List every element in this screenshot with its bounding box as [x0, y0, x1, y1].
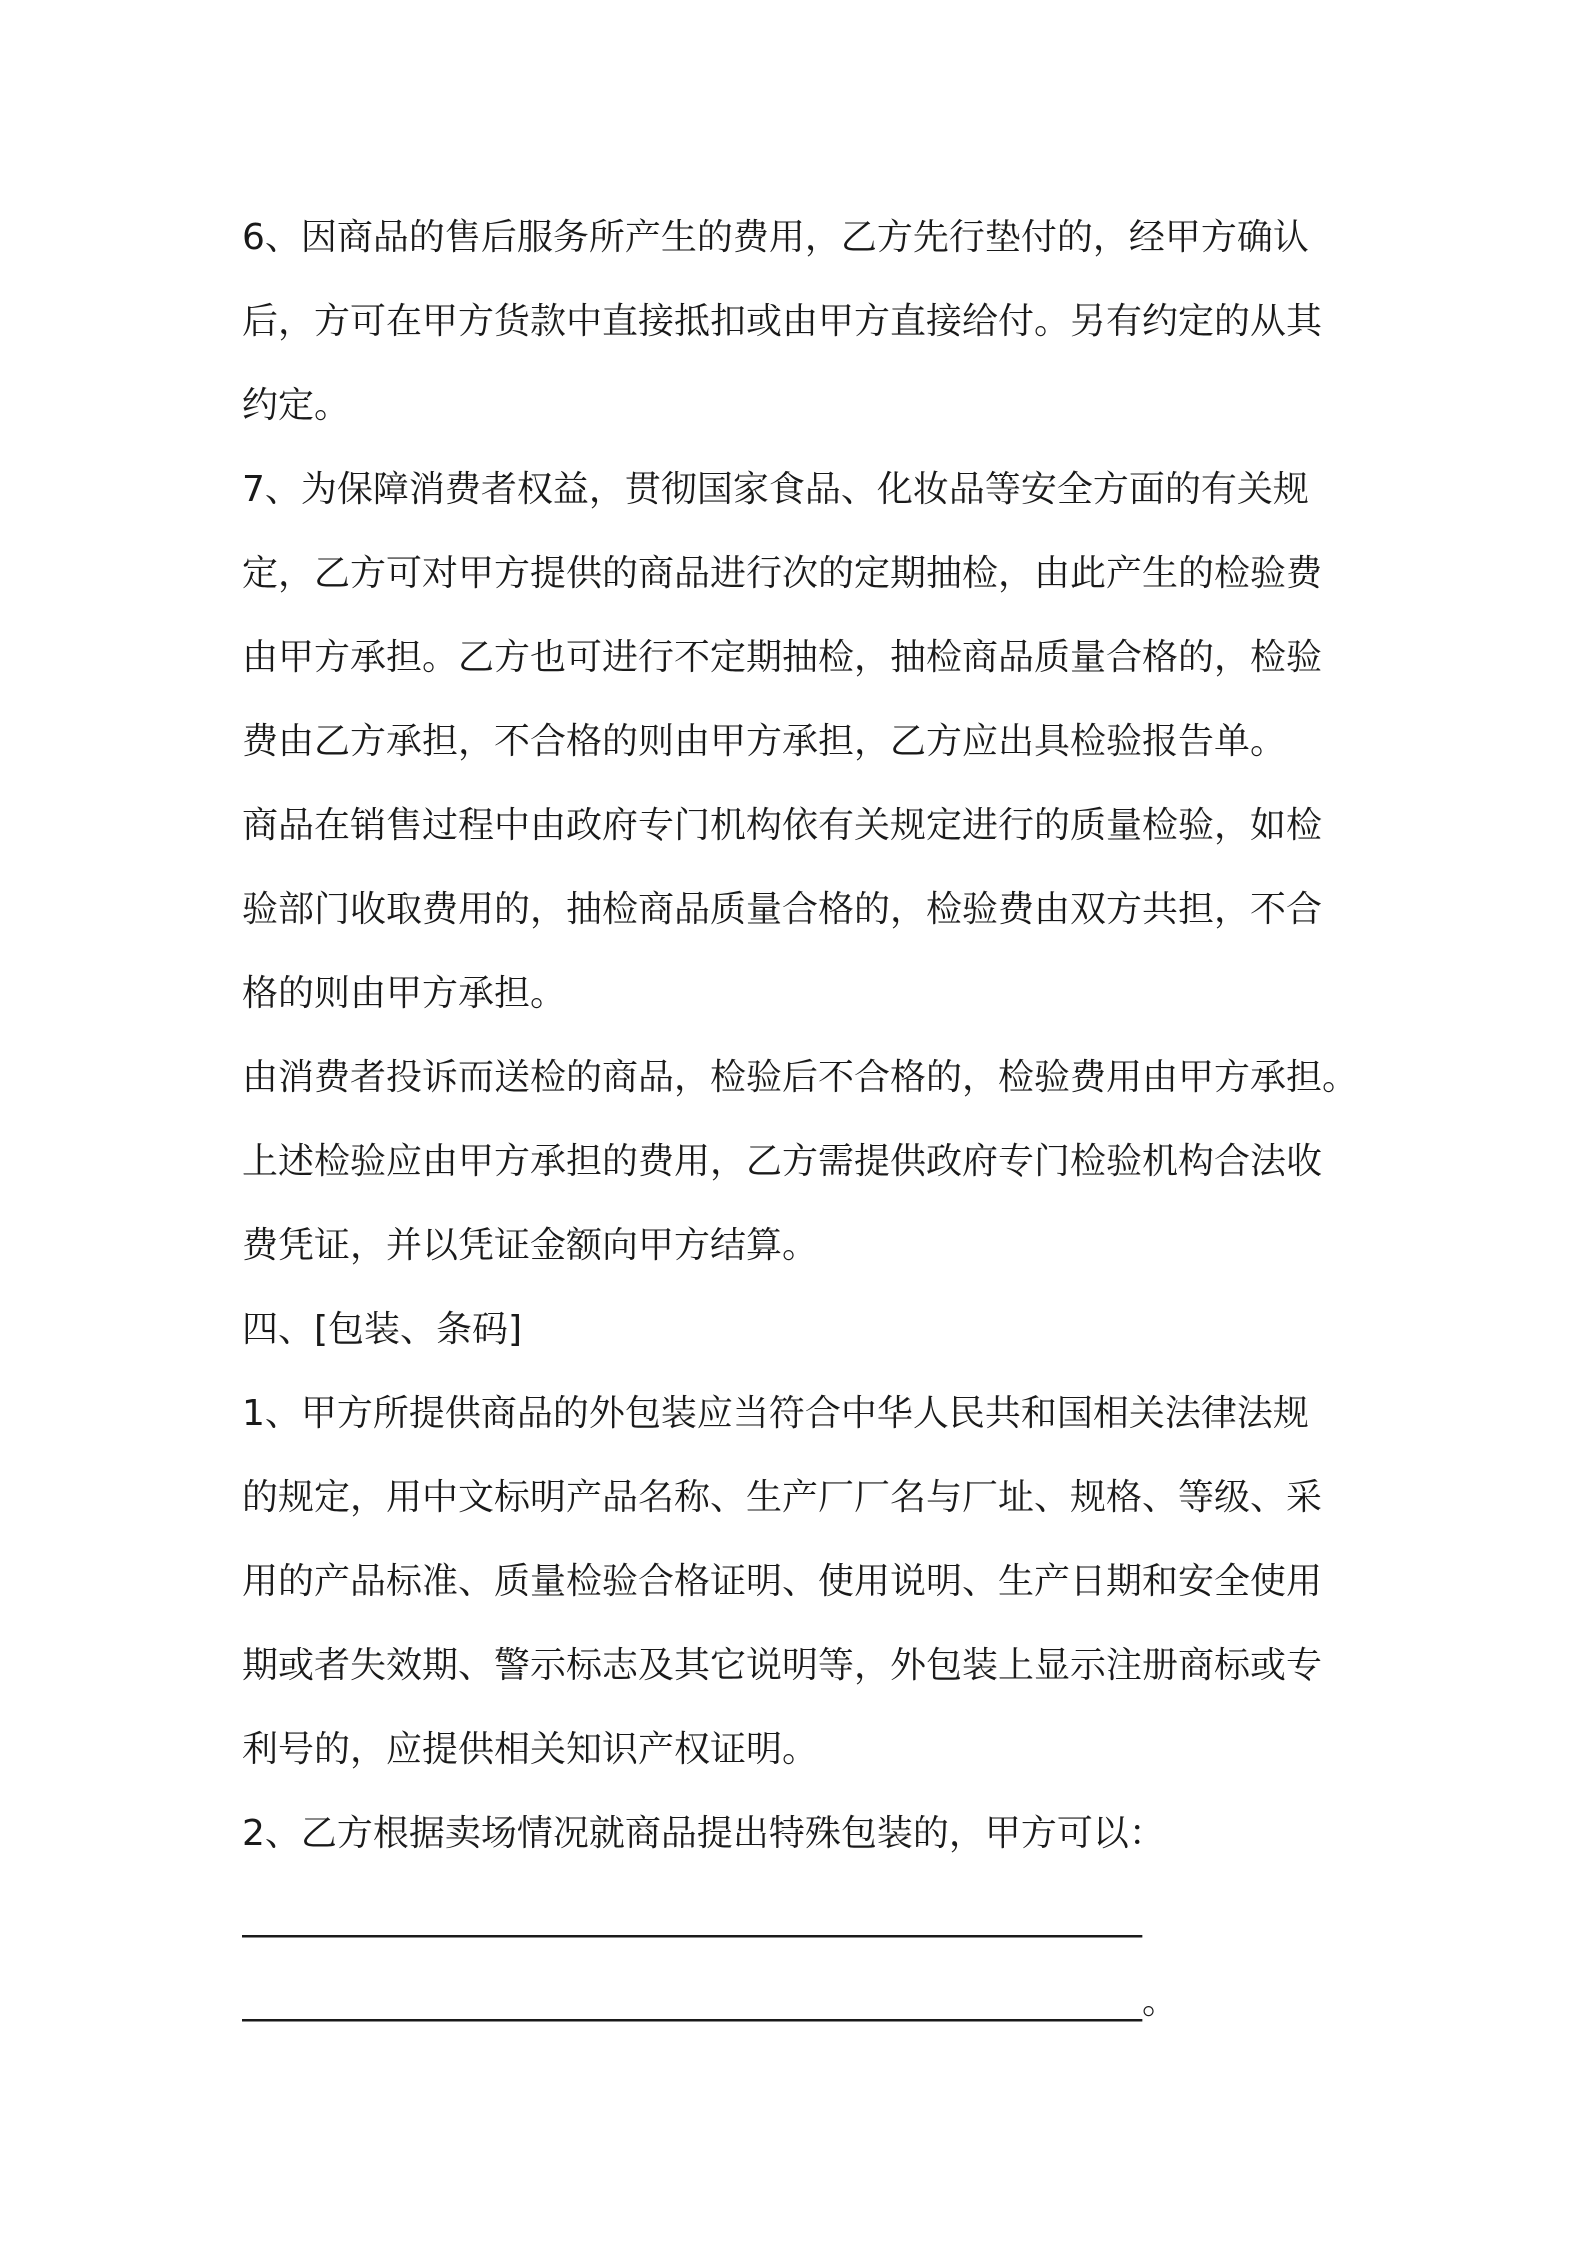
fill-blank-line-2: __________________________________________________。 [242, 1981, 1178, 2022]
text-line-15: 1、甲方所提供商品的外包装应当符合中华人民共和国相关法律法规 [242, 1393, 1309, 1434]
text-line-10: 格的则由甲方承担。 [242, 973, 567, 1014]
text-line-1: 6、因商品的售后服务所产生的费用，乙方先行垫付的，经甲方确认 [242, 217, 1309, 258]
text-line-19: 利号的，应提供相关知识产权证明。 [242, 1729, 819, 1770]
text-line-5: 定，乙方可对甲方提供的商品进行次的定期抽检，由此产生的检验费 [242, 553, 1323, 594]
document-body [242, 196, 1362, 2044]
text-line-11: 由消费者投诉而送检的商品，检验后不合格的，检验费用由甲方承担。 [242, 1057, 1359, 1098]
text-line-3: 约定。 [242, 385, 351, 426]
text-line-2: 后，方可在甲方货款中直接抵扣或由甲方直接给付。另有约定的从其 [242, 301, 1323, 342]
text-line-7: 费由乙方承担，不合格的则由甲方承担，乙方应出具检验报告单。 [242, 721, 1287, 762]
text-line-17: 用的产品标准、质量检验合格证明、使用说明、生产日期和安全使用 [242, 1561, 1323, 1602]
text-line-8: 商品在销售过程中由政府专门机构依有关规定进行的质量检验，如检 [242, 805, 1323, 846]
fill-blank-line-1: __________________________________________________ [242, 1897, 1142, 1938]
text-line-20: 2、乙方根据卖场情况就商品提出特殊包装的，甲方可以： [242, 1813, 1165, 1854]
text-line-12: 上述检验应由甲方承担的费用，乙方需提供政府专门检验机构合法收 [242, 1141, 1323, 1182]
section-heading: 四、[包装、条码] [242, 1309, 523, 1350]
text-line-13: 费凭证，并以凭证金额向甲方结算。 [242, 1225, 819, 1266]
text-line-4: 7、为保障消费者权益，贯彻国家食品、化妆品等安全方面的有关规 [242, 469, 1309, 510]
text-line-16: 的规定，用中文标明产品名称、生产厂厂名与厂址、规格、等级、采 [242, 1477, 1323, 1518]
text-line-6: 由甲方承担。乙方也可进行不定期抽检，抽检商品质量合格的，检验 [242, 637, 1323, 678]
text-line-9: 验部门收取费用的，抽检商品质量合格的，检验费由双方共担，不合 [242, 889, 1323, 930]
text-line-18: 期或者失效期、警示标志及其它说明等，外包装上显示注册商标或专 [242, 1645, 1323, 1686]
